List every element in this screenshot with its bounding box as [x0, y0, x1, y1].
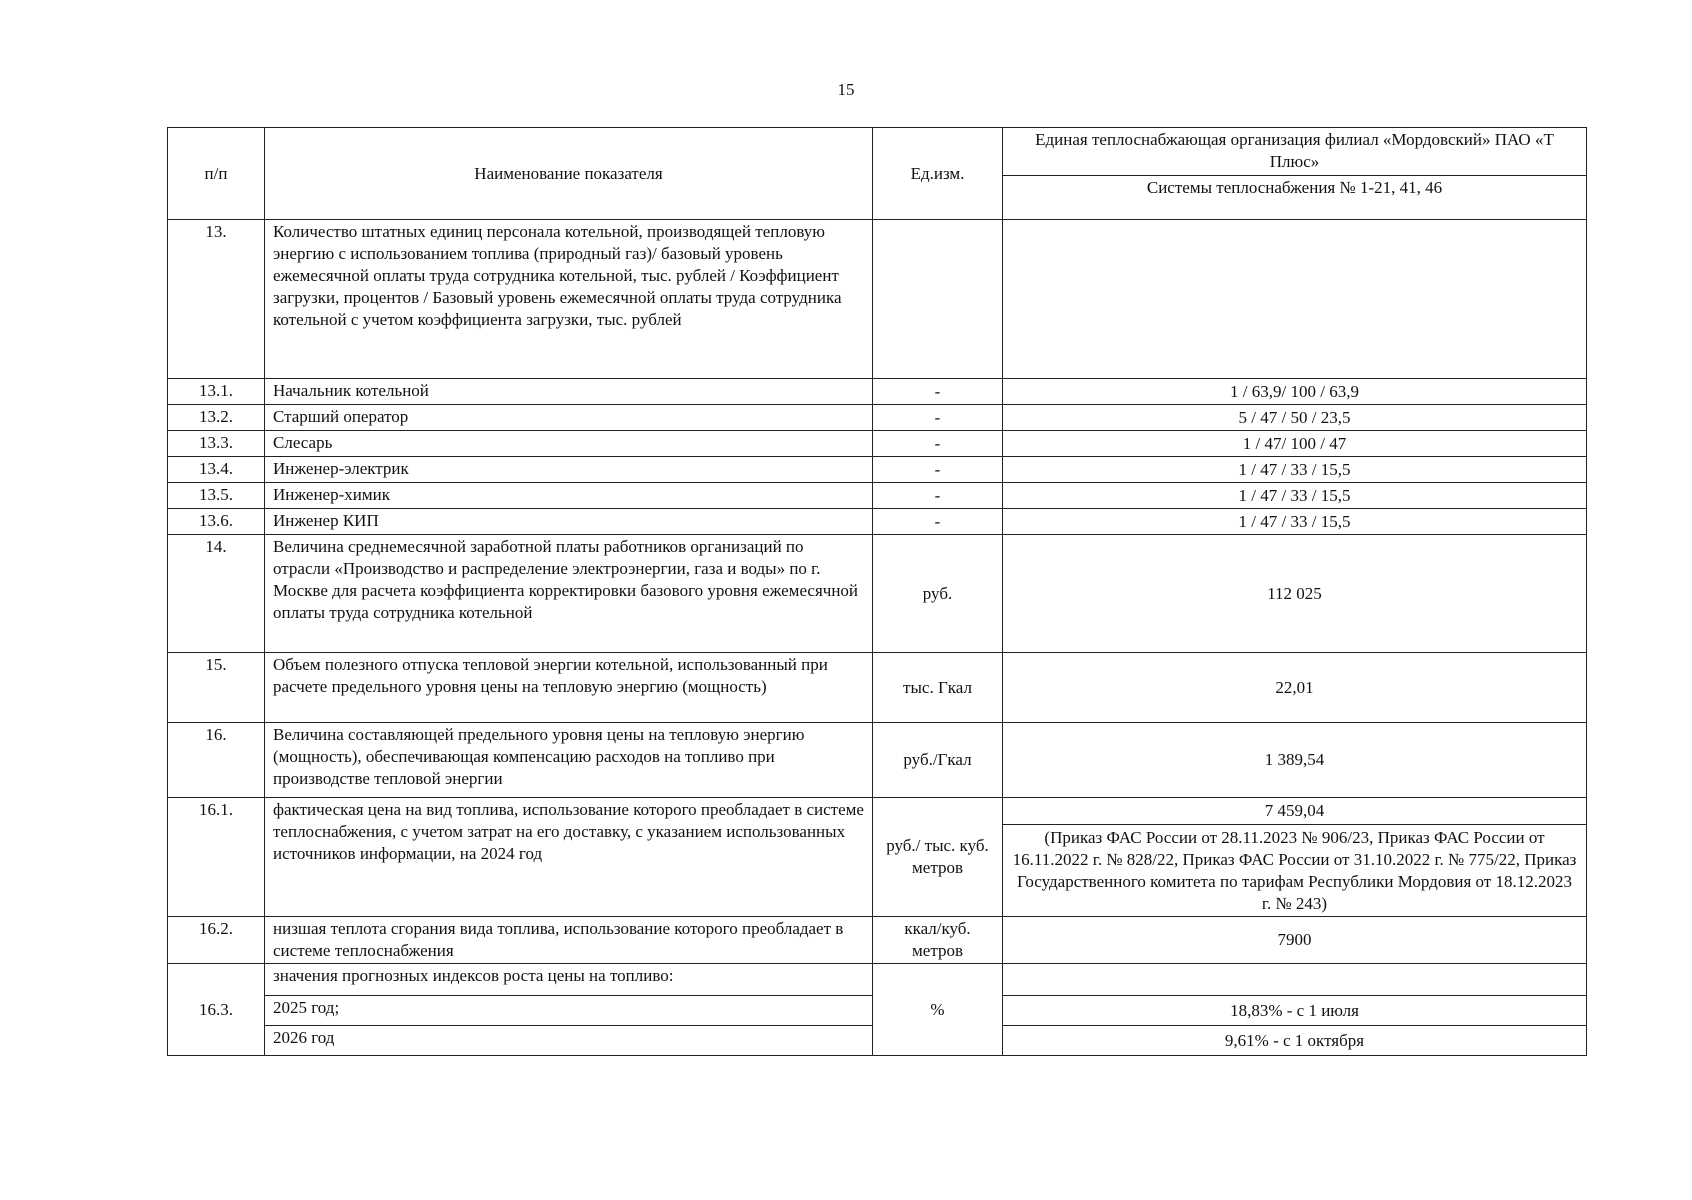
- row-name: Величина среднемесячной заработной платы работников организаций по отрасли «Производство и распределение электроэнергии, газа и воды» по г. Москве для расчета коэффициента корректировки базового уровня ежемесячной оплаты труда сотрудника котельной: [265, 535, 873, 653]
- table-row: [168, 917, 1587, 964]
- table-row: [168, 457, 1587, 483]
- row-value: 112 025: [1003, 535, 1587, 653]
- row-value: 1 / 47/ 100 / 47: [1003, 431, 1587, 457]
- row-num: 16.3.: [168, 964, 265, 1056]
- row-year: 2025 год;: [265, 996, 873, 1026]
- row-name: Величина составляющей предельного уровня цены на тепловую энергию (мощность), обеспечивающая компенсацию расходов на топливо при производстве тепловой энергии: [265, 723, 873, 798]
- row-unit: руб./Гкал: [873, 723, 1003, 798]
- row-value: 18,83% - с 1 июля: [1003, 996, 1587, 1026]
- row-value: [1003, 964, 1587, 996]
- row-value: 22,01: [1003, 653, 1587, 723]
- row-num: 13.4.: [168, 457, 265, 483]
- row-unit: тыс. Гкал: [873, 653, 1003, 723]
- row-value: 9,61% - с 1 октября: [1003, 1026, 1587, 1056]
- row-value: 5 / 47 / 50 / 23,5: [1003, 405, 1587, 431]
- row-value: 1 389,54: [1003, 723, 1587, 798]
- row-num: 13.5.: [168, 483, 265, 509]
- table-row: [168, 964, 1587, 996]
- row-unit: %: [873, 964, 1003, 1056]
- table-row: [168, 405, 1587, 431]
- row-num: 16.: [168, 723, 265, 798]
- row-unit: ккал/куб. метров: [873, 917, 1003, 964]
- row-unit: -: [873, 379, 1003, 405]
- row-value: 1 / 47 / 33 / 15,5: [1003, 483, 1587, 509]
- page-number: 15: [837, 80, 855, 99]
- row-unit: [873, 220, 1003, 379]
- row-num: 13.3.: [168, 431, 265, 457]
- row-source: (Приказ ФАС России от 28.11.2023 № 906/23, Приказ ФАС России от 16.11.2022 г. № 828/22, Приказ ФАС России от 31.10.2022 г. № 775/22, Приказ Государственного комитета по тарифам Республики Мордовия от 18.12.2023 г. № 243): [1003, 825, 1587, 917]
- row-unit: -: [873, 405, 1003, 431]
- header-name: Наименование показателя: [265, 128, 873, 220]
- row-unit: -: [873, 483, 1003, 509]
- table-row: [168, 509, 1587, 535]
- row-name: фактическая цена на вид топлива, использование которого преобладает в системе теплоснабжения, с учетом затрат на его доставку, с указанием использованных источников информации, на 2024 год: [265, 798, 873, 917]
- row-name: значения прогнозных индексов роста цены на топливо:: [265, 964, 873, 996]
- table-row: [168, 379, 1587, 405]
- header-systems: Системы теплоснабжения № 1-21, 41, 46: [1003, 176, 1587, 220]
- row-unit: -: [873, 457, 1003, 483]
- row-num: 13.: [168, 220, 265, 379]
- row-unit: -: [873, 431, 1003, 457]
- row-unit: руб./ тыс. куб. метров: [873, 798, 1003, 917]
- table-row: [168, 535, 1587, 653]
- row-num: 13.1.: [168, 379, 265, 405]
- row-value: 7 459,04: [1003, 798, 1587, 825]
- row-name: Инженер-химик: [265, 483, 873, 509]
- row-value: 1 / 63,9/ 100 / 63,9: [1003, 379, 1587, 405]
- row-name: Слесарь: [265, 431, 873, 457]
- row-name: Начальник котельной: [265, 379, 873, 405]
- row-name: Количество штатных единиц персонала котельной, производящей тепловую энергию с использованием топлива (природный газ)/ базовый уровень ежемесячной оплаты труда сотрудника котельной, тыс. рублей / Коэффициент загрузки, процентов / Базовый уровень ежемесячной оплаты труда сотрудника котельной с учетом коэффициента загрузки, тыс. рублей: [265, 220, 873, 379]
- table-row: [168, 653, 1587, 723]
- indicator-table: [167, 127, 1587, 1056]
- row-num: 15.: [168, 653, 265, 723]
- header-org: Единая теплоснабжающая организация филиал «Мордовский» ПАО «Т Плюс»: [1003, 128, 1587, 176]
- row-num: 16.2.: [168, 917, 265, 964]
- row-unit: руб.: [873, 535, 1003, 653]
- row-num: 13.6.: [168, 509, 265, 535]
- row-value: [1003, 220, 1587, 379]
- table-row: [168, 723, 1587, 798]
- header-num: п/п: [168, 128, 265, 220]
- row-unit: -: [873, 509, 1003, 535]
- table-row: [168, 220, 1587, 379]
- row-name: Старший оператор: [265, 405, 873, 431]
- table-row: [168, 798, 1587, 825]
- row-name: Инженер КИП: [265, 509, 873, 535]
- row-name: Объем полезного отпуска тепловой энергии котельной, использованный при расчете предельного уровня цены на тепловую энергию (мощность): [265, 653, 873, 723]
- table-row: [168, 483, 1587, 509]
- row-value: 7900: [1003, 917, 1587, 964]
- header-unit: Ед.изм.: [873, 128, 1003, 220]
- row-num: 14.: [168, 535, 265, 653]
- row-name: Инженер-электрик: [265, 457, 873, 483]
- table-row: [168, 431, 1587, 457]
- row-value: 1 / 47 / 33 / 15,5: [1003, 509, 1587, 535]
- row-name: низшая теплота сгорания вида топлива, использование которого преобладает в системе теплоснабжения: [265, 917, 873, 964]
- row-num: 13.2.: [168, 405, 265, 431]
- row-num: 16.1.: [168, 798, 265, 917]
- row-year: 2026 год: [265, 1026, 873, 1056]
- row-value: 1 / 47 / 33 / 15,5: [1003, 457, 1587, 483]
